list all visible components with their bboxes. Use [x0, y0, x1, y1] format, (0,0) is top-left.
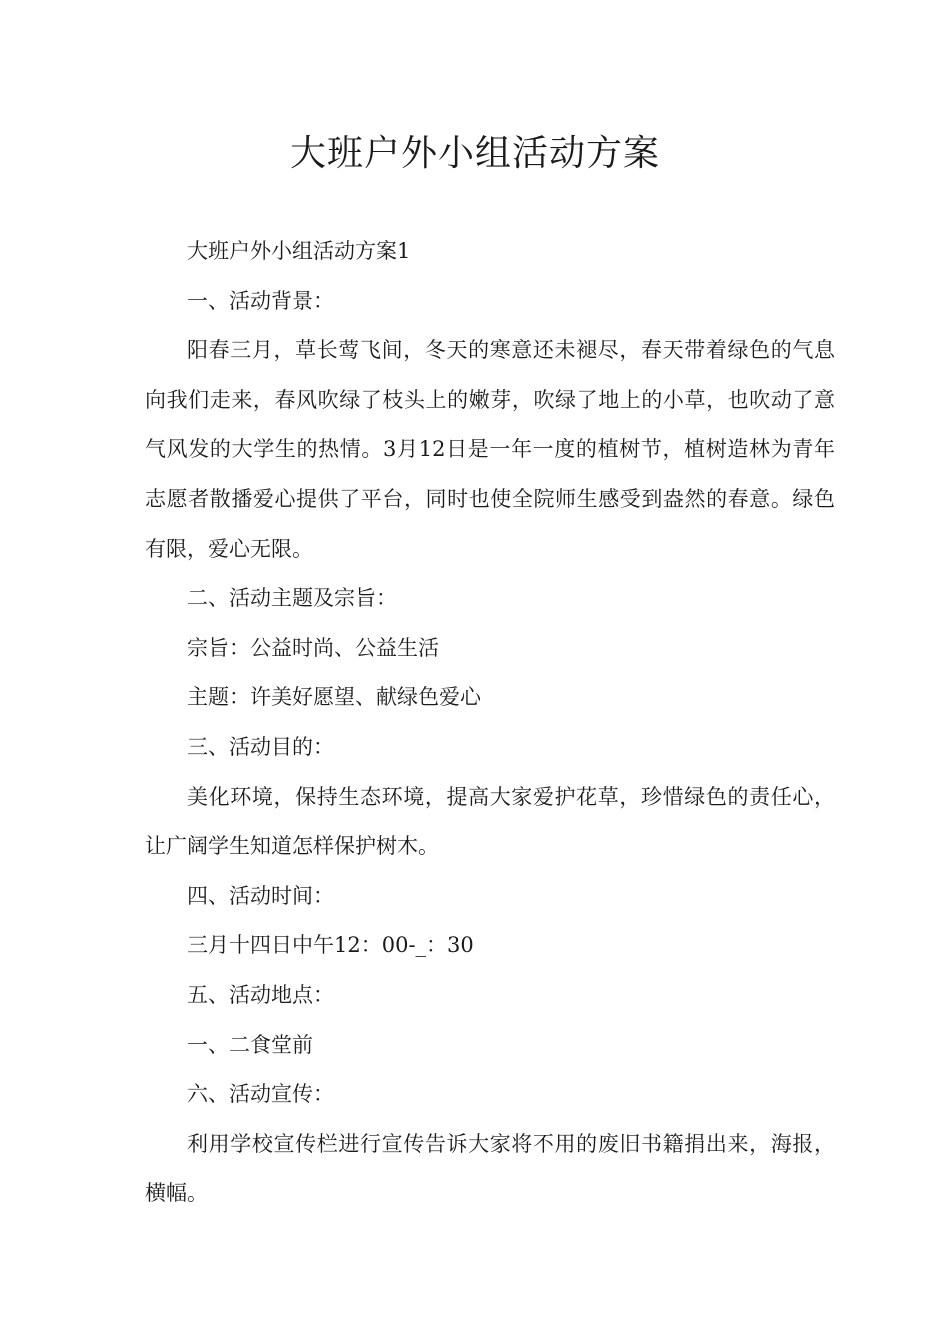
paragraph-purpose: 宗旨：公益时尚、公益生活: [187, 635, 439, 660]
section-heading-plan-1: 大班户外小组活动方案1: [187, 239, 411, 263]
document-title: 大班户外小组活动方案: [289, 133, 660, 174]
section-heading-theme: 二、活动主题及宗旨：: [187, 586, 397, 611]
paragraph-theme: 主题：许美好愿望、献绿色爱心: [187, 685, 481, 710]
document-body: [145, 227, 835, 1219]
paragraph-location: 一、二食堂前: [187, 1032, 313, 1057]
section-heading-background: 一、活动背景：: [187, 288, 334, 313]
section-heading-time: 四、活动时间：: [187, 883, 334, 908]
paragraph-publicity: 利用学校宣传栏进行宣传告诉大家将不用的废旧书籍捐出来，海报，横幅。: [145, 1131, 835, 1206]
section-heading-location: 五、活动地点：: [187, 982, 334, 1007]
paragraph-background: 阳春三月，草长莺飞间，冬天的寒意还未褪尽，春天带着绿色的气息向我们走来，春风吹绿了枝头上的嫩芽，吹绿了地上的小草，也吹动了意气风发的大学生的热情。3月12日是一年一度的植树节，植树造林为青年志愿者散播爱心提供了平台，同时也使全院师生感受到盎然的春意。绿色有限，爱心无限。: [145, 338, 835, 561]
paragraph-time: 三月十四日中午12：00-_：30: [187, 933, 474, 958]
paragraph-goal: 美化环境，保持生态环境，提高大家爱护花草，珍惜绿色的责任心，让广阔学生知道怎样保护树木。: [145, 784, 835, 859]
section-heading-publicity: 六、活动宣传：: [187, 1082, 334, 1107]
section-heading-goal: 三、活动目的：: [187, 734, 334, 759]
